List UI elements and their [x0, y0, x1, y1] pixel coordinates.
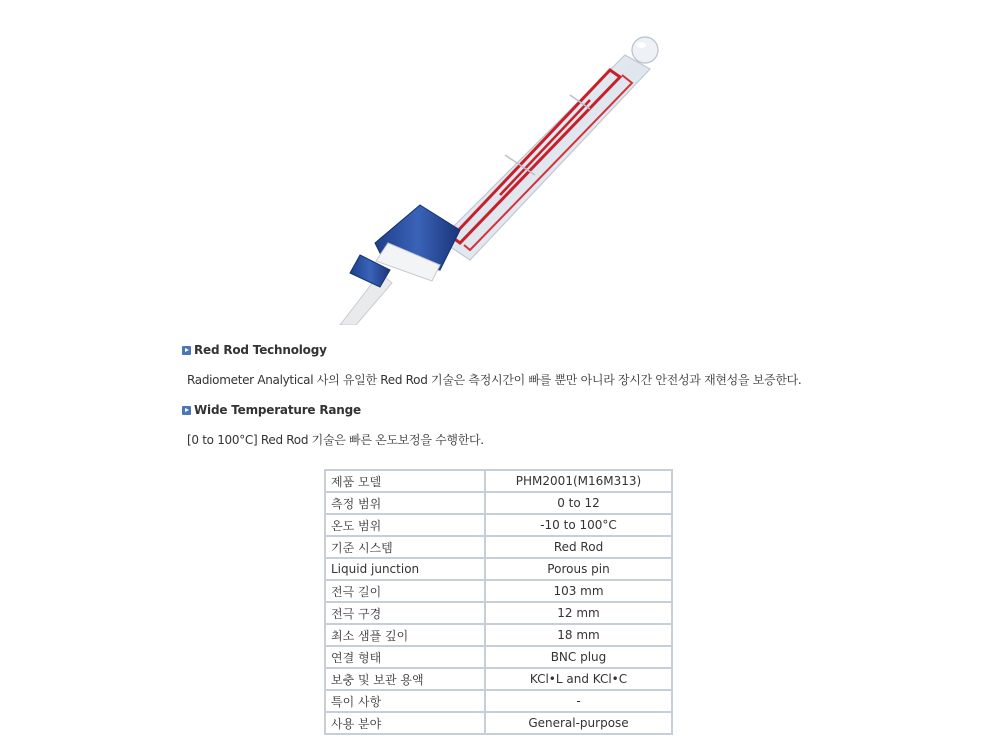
table-row — [326, 603, 671, 625]
section-text-red-rod: Radiometer Analytical 사의 유일한 Red Rod 기술은 측정시간이 빠를 뿐만 아니라 장시간 안전성과 재현성을 보증한다. — [187, 373, 802, 387]
spec-value: General-purpose — [528, 716, 629, 730]
table-row — [326, 515, 671, 537]
spec-value: KCl•L and KCl•C — [486, 669, 671, 691]
spec-label: 측정 범위 — [326, 493, 486, 515]
spec-label: Liquid junction — [326, 559, 486, 581]
spec-label: 특이 사항 — [326, 691, 486, 713]
table-row — [326, 559, 671, 581]
table-row — [326, 471, 671, 493]
spec-value: PHM2001(M16M313) — [486, 471, 671, 493]
spec-label: 보충 및 보관 용액 — [326, 669, 486, 691]
spec-value: Porous pin — [486, 559, 671, 581]
spec-value: 103 mm — [486, 581, 671, 603]
table-row — [326, 713, 671, 733]
section-text-temperature: [0 to 100°C] Red Rod 기술은 빠른 온도보정을 수행한다. — [187, 433, 484, 447]
table-row — [326, 625, 671, 647]
table-row — [326, 537, 671, 559]
spec-value: - — [486, 691, 671, 713]
spec-label: 전극 길이 — [326, 581, 486, 603]
product-image — [320, 25, 690, 325]
table-row — [326, 493, 671, 515]
spec-table — [324, 469, 673, 735]
spec-label: 최소 샘플 깊이 — [326, 625, 486, 647]
spec-value: 12 mm — [486, 603, 671, 625]
section-heading-red-rod — [182, 343, 327, 357]
spec-label: 제품 모델 — [326, 471, 486, 493]
spec-label: 연결 형태 — [326, 647, 486, 669]
bullet-arrow-icon — [182, 406, 191, 415]
bullet-arrow-icon — [182, 346, 191, 355]
spec-label: 전극 구경 — [326, 603, 486, 625]
table-row — [326, 669, 671, 691]
section-heading-temperature — [182, 403, 361, 417]
section-heading-text: Red Rod Technology — [194, 343, 327, 357]
spec-value: 0 to 12 — [486, 493, 671, 515]
spec-label: 온도 범위 — [326, 515, 486, 537]
spec-value: BNC plug — [486, 647, 671, 669]
spec-value: -10 to 100°C — [486, 515, 671, 537]
spec-value: 18 mm — [486, 625, 671, 647]
table-row — [326, 647, 671, 669]
table-row — [326, 581, 671, 603]
spec-label: 기준 시스템 — [326, 537, 486, 559]
table-row — [326, 691, 671, 713]
section-heading-text: Wide Temperature Range — [194, 403, 361, 417]
spec-value: Red Rod — [486, 537, 671, 559]
spec-label: 사용 분야 — [326, 713, 486, 733]
